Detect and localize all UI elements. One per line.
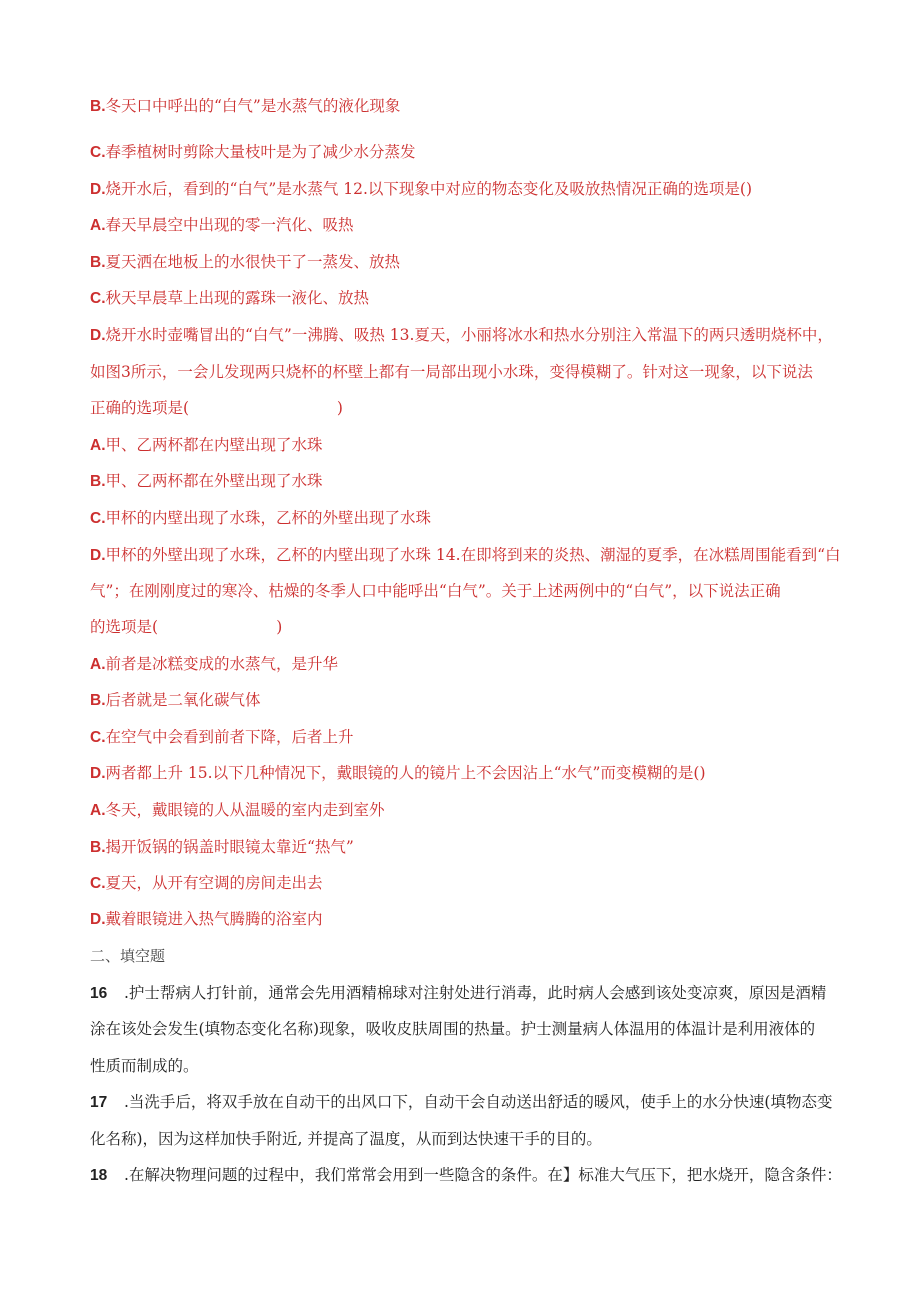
option-letter: D. — [90, 327, 106, 344]
option-text: 春天早晨空中出现的零一汽化、吸热 — [105, 216, 354, 234]
section-heading: 二、填空题 — [90, 947, 166, 965]
option-letter: A. — [90, 217, 106, 234]
option-text: 两者都上升 15.以下几种情况下，戴眼镜的人的镜片上不会因沾上“水气”而变模糊的是() — [105, 764, 706, 782]
question-text: .护士帮病人打针前，通常会先用酒精棉球对注射处进行消毒，此时病人会感到该处变凉爽，原因是酒精 — [124, 984, 827, 1002]
option-letter: D. — [90, 911, 106, 928]
option-letter: C. — [90, 144, 106, 161]
q14-option-b — [90, 689, 840, 712]
option-text: 甲杯的外壁出现了水珠，乙杯的内壁出现了水珠 14.在即将到来的炎热、潮湿的夏季，在冰糕周围能看到“白 — [105, 546, 841, 564]
option-text: 前者是冰糕变成的水蒸气，是升华 — [105, 655, 339, 673]
q12-option-d-line3: 正确的选项是( ) — [90, 399, 343, 417]
option-letter: A. — [90, 802, 106, 819]
option-letter: D. — [90, 765, 106, 782]
option-letter: C. — [90, 290, 106, 307]
q11-option-b — [90, 95, 840, 118]
option-letter: A. — [90, 656, 106, 673]
question-text: .在解决物理问题的过程中，我们常常会用到一些隐含的条件。在】标准大气压下，把水烧开，隐含条件： — [124, 1166, 842, 1184]
q14-option-c — [90, 726, 840, 749]
option-text: 甲、乙两杯都在外壁出现了水珠 — [105, 472, 323, 490]
option-text: 夏天洒在地板上的水很快干了一蒸发、放热 — [105, 253, 401, 271]
q12-option-b — [90, 251, 840, 274]
q14-option-a — [90, 653, 840, 676]
q16-line1 — [90, 982, 840, 1005]
q12-option-a — [90, 214, 840, 237]
option-text: 烧开水后，看到的“白气”是水蒸气 12.以下现象中对应的物态变化及吸放热情况正确的选项是() — [105, 180, 753, 198]
option-text: 戴着眼镜进入热气腾腾的浴室内 — [105, 910, 323, 928]
q12-option-d-line1 — [90, 324, 840, 347]
q15-option-c — [90, 872, 840, 895]
option-letter: D. — [90, 547, 106, 564]
option-text: 揭开饭锅的锅盖时眼镜太靠近“热气” — [105, 838, 354, 856]
q17-line2: 化名称)，因为这样加快手附近, 并提高了温度，从而到达快速干手的目的。 — [90, 1130, 602, 1148]
option-text: 春季植树时剪除大量枝叶是为了减少水分蒸发 — [105, 143, 416, 161]
q14-option-d — [90, 762, 840, 785]
question-number: 16 — [90, 985, 108, 1002]
q15-option-d — [90, 908, 840, 931]
option-text: 秋天早晨草上出现的露珠一液化、放热 — [105, 289, 370, 307]
option-text: 夏天，从开有空调的房间走出去 — [105, 874, 323, 892]
q13-option-d-line3: 的选项是( ) — [90, 618, 283, 636]
q13-option-b — [90, 470, 840, 493]
q13-option-d-line2: 气”；在刚刚度过的寒冷、枯燥的冬季人口中能呼出“白气”。关于上述两例中的“白气”，以下说法正确 — [90, 582, 781, 600]
question-number: 17 — [90, 1094, 108, 1111]
q13-option-a — [90, 434, 840, 457]
q18-line1 — [90, 1164, 840, 1187]
question-number: 18 — [90, 1167, 108, 1184]
option-text: 后者就是二氧化碳气体 — [105, 691, 261, 709]
q17-line1 — [90, 1091, 840, 1114]
q12-option-d-line2: 如图3所示，一会儿发现两只烧杯的杯壁上都有一局部出现小水珠，变得模糊了。针对这一现象，以下说法 — [90, 363, 813, 381]
q16-line3: 性质而制成的。 — [90, 1057, 199, 1075]
option-text: 甲、乙两杯都在内壁出现了水珠 — [105, 436, 323, 454]
q12-option-c — [90, 287, 840, 310]
option-letter: C. — [90, 729, 106, 746]
option-letter: B. — [90, 473, 106, 490]
option-letter: C. — [90, 510, 106, 527]
q11-option-d — [90, 178, 840, 201]
option-letter: B. — [90, 98, 106, 115]
option-text: 冬天，戴眼镜的人从温暖的室内走到室外 — [105, 801, 385, 819]
option-letter: B. — [90, 839, 106, 856]
option-letter: C. — [90, 875, 106, 892]
q11-option-c — [90, 141, 840, 164]
option-text: 冬天口中呼出的“白气”是水蒸气的液化现象 — [105, 97, 401, 115]
question-text: .当洗手后，将双手放在自动干的出风口下，自动干会自动送出舒适的暖风，使手上的水分快速(填物态变 — [124, 1093, 833, 1111]
option-letter: A. — [90, 437, 106, 454]
q16-line2: 涂在该处会发生(填物态变化名称)现象，吸收皮肤周围的热量。护士测量病人体温用的体温计是利用液体的 — [90, 1020, 816, 1038]
option-letter: D. — [90, 181, 106, 198]
option-text: 甲杯的内壁出现了水珠，乙杯的外壁出现了水珠 — [105, 509, 432, 527]
q13-option-c — [90, 507, 840, 530]
option-letter: B. — [90, 254, 106, 271]
option-text: 在空气中会看到前者下降，后者上升 — [105, 728, 354, 746]
option-letter: B. — [90, 692, 106, 709]
q15-option-b — [90, 836, 840, 859]
q13-option-d-line1 — [90, 544, 840, 567]
q15-option-a — [90, 799, 840, 822]
option-text: 烧开水时壶嘴冒出的“白气”一沸腾、吸热 13.夏天，小丽将冰水和热水分别注入常温下的两只透明烧杯中， — [105, 326, 833, 344]
